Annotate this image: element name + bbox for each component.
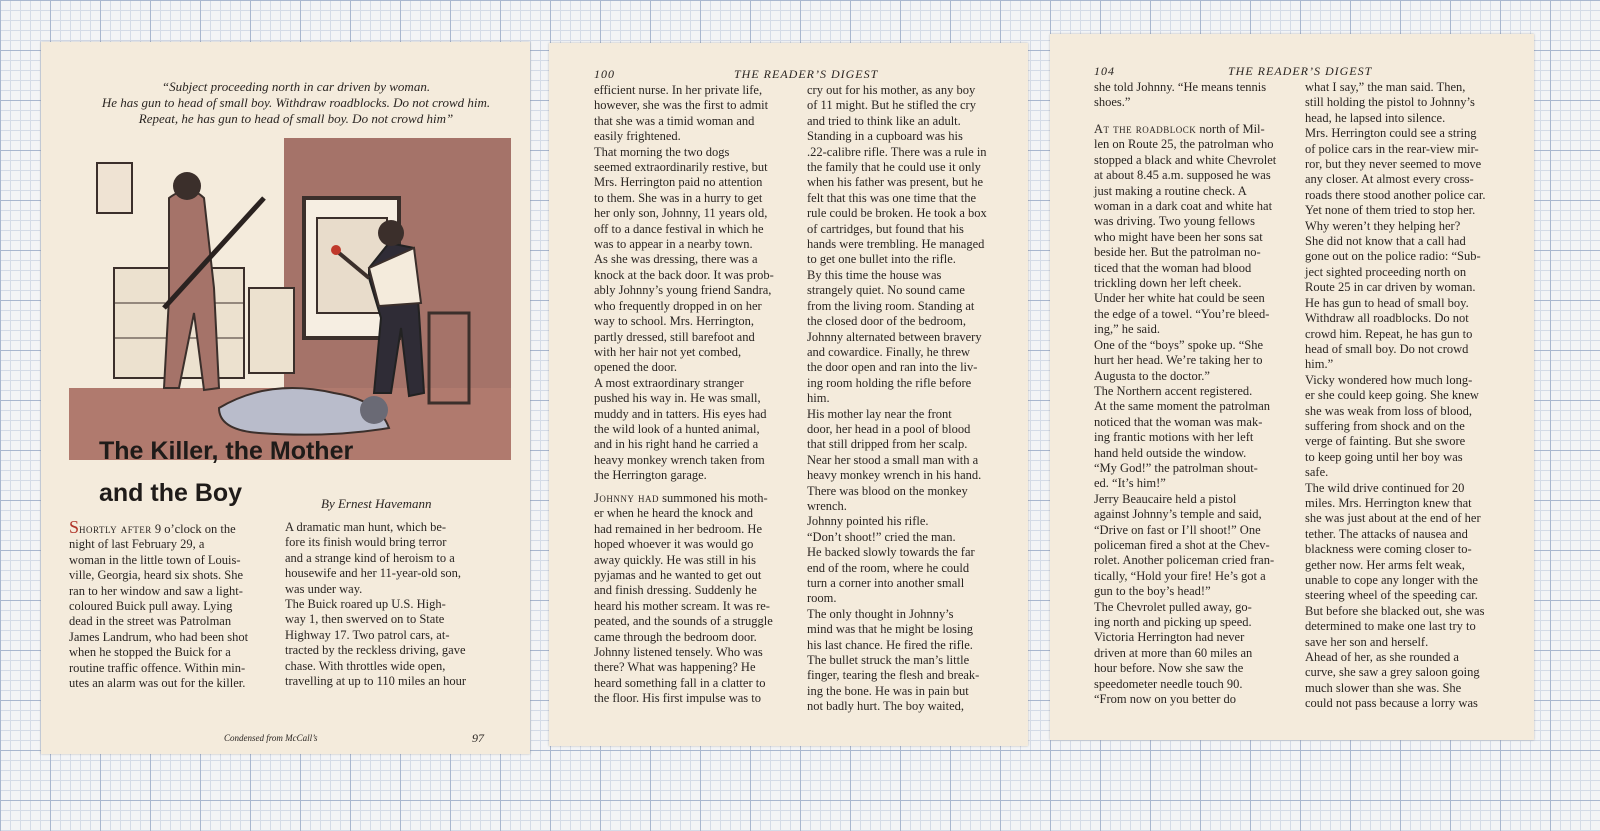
page-number: 100	[594, 67, 615, 81]
page2-column-1a: efficient nurse. In her private life, however, she was the first to admit that she was a timid woman and easily frightened. That morning the two dogs seemed extraordinarily restive, but Mrs. Herrington paid no attention to them. She was in a hurry to get her only son, Johnny, 11 years old, off to a dance festival in which he was to appear in a nearby town. As she was dressing, there was a knock at the back door. It was prob- ably Johnny’s young friend Sandra, who frequently dropped in on her way to school. Mrs. Herrington, partly dressed, still barefoot and with her hair not yet combed, opened the door. A most extraordinary stranger pushed his way in. He was small, muddy and in tatters. His eyes had the wild look of a hunted animal, and in his right hand he carried a heavy monkey wrench taken from the Herrington garage.	[594, 83, 774, 483]
page3-column-1a: she told Johnny. “He means tennis shoes.”	[1094, 80, 1267, 110]
article-page-104	[1050, 34, 1534, 740]
page-number: 97	[472, 731, 484, 745]
page2-column-2: cry out for his mother, as any boy of 11 might. But he stifled the cry and tried to think like an adult. Standing in a cupboard was his .22-calibre rifle. There was a rule in the family that he could use it only when his father was present, but he felt that this was one time that the rule could be broken. He took a box of cartridges, but found that his hands were trembling. He managed to get one bullet into the rifle. By this time the house was strangely quiet. No sound came from the living room. Standing at the closed door of the bedroom, Johnny alternated between bravery and cowardice. Finally, he threw the door open and ran into the liv- ing room holding the rifle before him. His mother lay near the front door, her head in a pool of blood that still dripped from her scalp. Near her stood a small man with a heavy monkey wrench in his hand. There was blood on the monkey wrench. Johnny pointed his rifle. “Don’t shoot!” cried the man. He backed slowly towards the far end of the room, where he could turn a corner into another small room. The only thought in Johnny’s mind was that he might be losing his last chance. He fired the rifle. The bullet struck the man’s little finger, tearing the flesh and break- ing the bone. He was in pain but not badly hurt. The boy waited,	[807, 83, 987, 714]
running-head: THE READER’S DIGEST	[1228, 64, 1373, 78]
drop-cap: S	[69, 517, 80, 537]
title-line-2: and the Boy	[99, 479, 243, 507]
column-text: 9 o’clock on the night of last February 29, a woman in the little town of Louis- ville, Georgia, heard six shots. She ran to her window and saw a light- coloured Buick pull away. Lying dead in the street was Patrolman James Landrum, who had been shot when he stopped the Buick for a routine traffic offence. Within min- utes an alarm was out for the killer.	[69, 522, 249, 691]
byline: By Ernest Havemann	[321, 496, 432, 511]
page-number: 104	[1094, 64, 1115, 78]
page1-column-2: A dramatic man hunt, which be- fore its finish would bring terror and a strange kind of heroism to a housewife and her 11-year-old son, was under way. The Buick roared up U.S. High- way 1, then swerved on to State Highway 17. Two patrol cars, at- tracted by the reckless driving, gave chase. With throttles wide open, travelling at up to 110 miles an hour	[285, 520, 467, 689]
page3-column-1b	[1094, 122, 1298, 707]
column-text: summoned his moth- er when he heard the knock and had remained in her bedroom. He hoped whoever it was would go away quickly. He was still in his pyjamas and he wanted to get out and finish dressing. Suddenly he heard his mother scream. It was re- peated, and the sounds of a struggle came through the bedroom door. Johnny listened tensely. Who was there? What was happening? He heard something fall in a clatter to the floor. His first impulse was to	[594, 491, 773, 706]
section-smallcaps: Johnny had	[594, 491, 659, 505]
page2-column-1b	[594, 491, 799, 707]
section-smallcaps: At the roadblock	[1094, 122, 1197, 136]
running-head: THE READER’S DIGEST	[734, 67, 879, 81]
epigraph-quote: “Subject proceeding north in car driven by woman. He has gun to head of small boy. Withdraw roadblocks. Do not crowd him. Repeat, he has gun to head of small boy. Do not crowd him”	[101, 79, 491, 126]
article-title	[99, 430, 353, 514]
story-illustration	[69, 138, 511, 460]
opening-smallcaps: hortly after	[79, 522, 152, 536]
page1-column-1	[69, 517, 269, 691]
column-text: north of Mil- len on Route 25, the patrolman who stopped a black and white Chevrolet at about 8.45 a.m. supposed he was just making a routine check. A woman in a dark coat and white hat was driving. Two young fellows who might have been her sons sat beside her. But the patrolman no- ticed that the woman had blood trickling down her left cheek. Under her white hat could be seen the edge of a towel. “You’re bleed- ing,” he said. One of the “boys” spoke up. “She hurt her head. We’re taking her to Augusta to the doctor.” The Northern accent registered. At the same moment the patrolman noticed that the woman was mak- ing frantic motions with her left hand held outside the window. “My God!” the patrolman shout- ed. “It’s him!” Jerry Beaucaire held a pistol against Johnny’s temple and said, “Drive on fast or I’ll shoot!” One policeman fired a shot at the Chev- rolet. Another policeman cried fran- tically, “Hold your fire! He’s got a gun to the boy’s head!” The Chevrolet pulled away, go- ing north and picking up speed. Victoria Herrington had never driven at more than 60 miles an hour before. Now she saw the speedometer needle touch 90. “From now on you better do	[1094, 122, 1277, 707]
article-page-97	[41, 42, 530, 754]
article-page-100	[549, 43, 1028, 746]
title-line-1: The Killer, the Mother	[99, 437, 354, 465]
page3-column-2: what I say,” the man said. Then, still holding the pistol to Johnny’s head, he lapsed into silence. Mrs. Herrington could see a string of police cars in the rear-view mir- ror, but they never seemed to move any closer. At almost every cross- roads there stood another police car. Yet none of them tried to stop her. Why weren’t they helping her? She did not know that a call had gone out on the police radio: “Sub- ject sighted proceeding north on Route 25 in car driven by woman. He has gun to head of small boy. Withdraw all roadblocks. Do not crowd him. Repeat, he has gun to head of small boy. Do not crowd him.” Vicky wondered how much long- er she could keep going. She knew she was weak from loss of blood, suffering from shock and on the verge of fainting. But she swore to keep going until her boy was safe. The wild drive continued for 20 miles. Mrs. Herrington knew that she was just about at the end of her tether. The attacks of nausea and blackness were coming closer to- gether now. Her arms felt weak, unable to cope any longer with the steering wheel of the speeding car. But before she blacked out, she was determined to make one last try to save her son and herself. Ahead of her, as she rounded a curve, she saw a grey saloon going much slower than she was. She could not pass because a lorry was	[1305, 80, 1486, 711]
source-credit: Condensed from McCall’s	[224, 733, 318, 743]
